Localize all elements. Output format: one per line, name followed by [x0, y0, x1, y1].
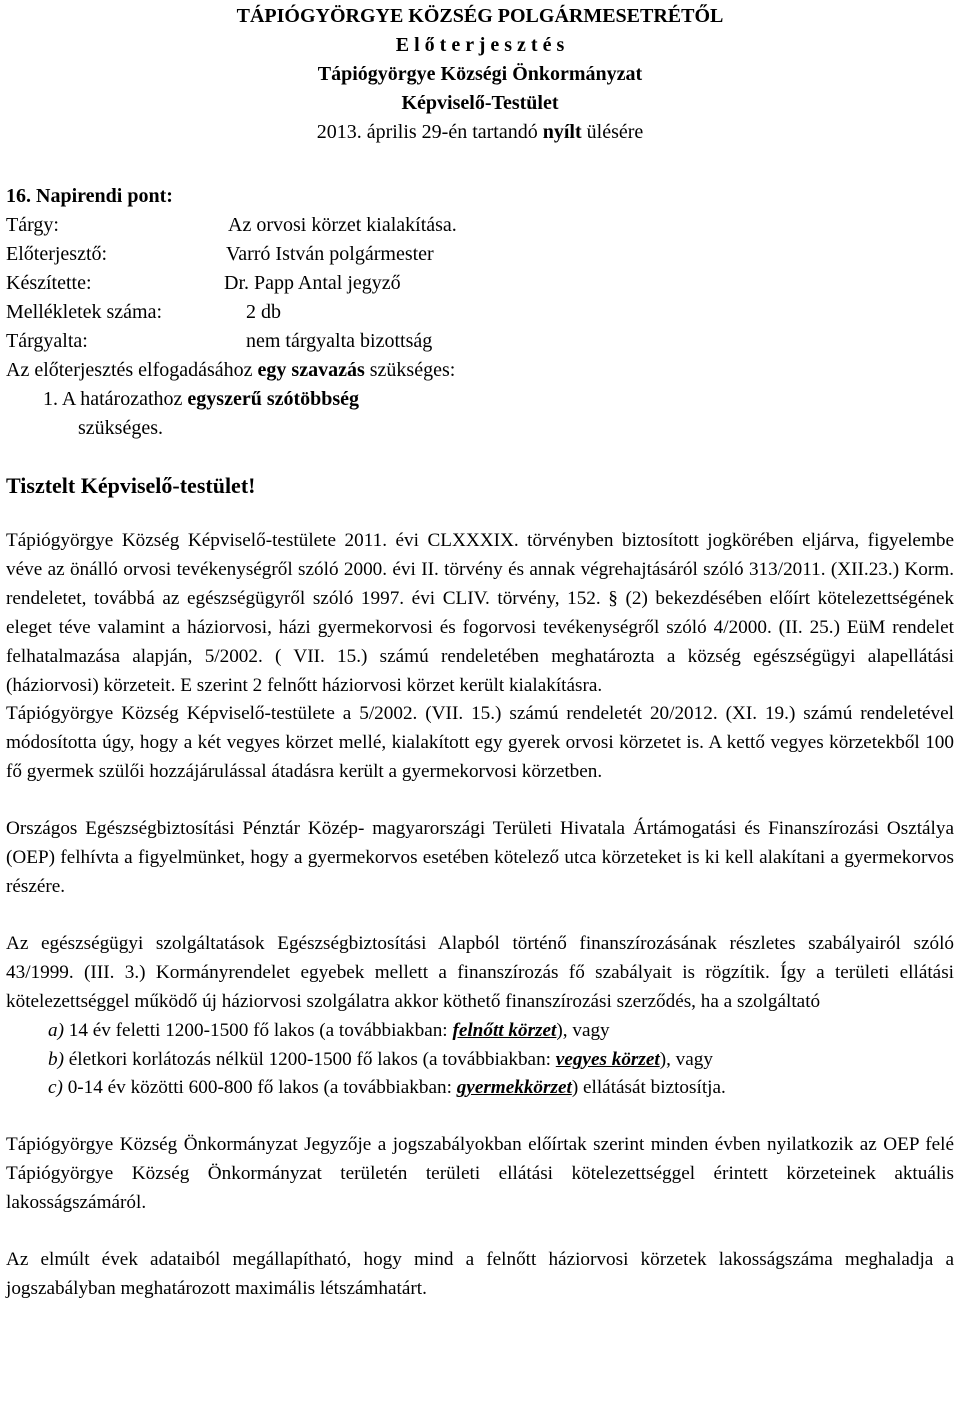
agenda-row-presenter	[6, 240, 954, 269]
majority-item-cont: szükséges.	[78, 417, 163, 439]
header-line-4: Képviselő-Testület	[401, 92, 559, 114]
item-letter: b)	[48, 1048, 64, 1070]
vote-bold: egy szavazás	[257, 359, 365, 381]
paragraph-1: Tápiógyörgye Község Képviselő-testülete 2011. évi CLXXXIX. törvényben biztosított jogkörében eljárva, figyelembe véve az önálló orvosi tevékenységről szóló 2000. évi II. törvény és annak végrehajtásáról szóló 313/2011. (XII.23.) Korm. rendeletet, továbbá az egészségügyről szóló 1997. évi CLIV. törvény, 152. § (2) bekezdésében előírt kötelezettségének eleget téve valamint a háziorvosi, házi gyermekorvosi és fogorvosi tevékenységről szóló 4/2000. (II. 25.) EüM rendelet felhatalmazása alapján, 5/2002. ( VII. 15.) számú rendeletében meghatározta a község egészségügyi alapellátási (háziorvosi) körzeteit. E szerint 2 felnőtt háziorvosi körzet került kialakításra.	[6, 530, 954, 696]
meeting-suffix: ülésére	[581, 121, 644, 143]
item-suffix: ), vagy	[556, 1019, 610, 1041]
header-line-2: E l ő t e r j e s z t é s	[395, 34, 565, 56]
paragraph-4: Tápiógyörgye Község Önkormányzat Jegyzője a jogszabályokban előírtak szerint minden évben nyilatkozik az OEP felé Tápiógyörgye Község Önkormányzat területén területi ellátási kötelezettséggel érintett körzeteinek aktuális lakosságszámáról.	[6, 1134, 954, 1214]
item-suffix: ) ellátását biztosítja.	[571, 1077, 726, 1099]
agenda-label: Előterjesztő:	[6, 243, 108, 265]
agenda-row-prepared-by	[6, 269, 954, 298]
list-item	[48, 1046, 954, 1075]
vote-prefix: Az előterjesztés elfogadásához	[6, 359, 258, 381]
agenda-value: Dr. Papp Antal jegyző	[224, 272, 401, 294]
agenda-label: Mellékletek száma:	[6, 301, 163, 323]
item-term: vegyes körzet	[555, 1048, 660, 1070]
agenda-value: nem tárgyalta bizottság	[246, 330, 433, 352]
vote-suffix: szükséges:	[364, 359, 456, 381]
list-item	[48, 1017, 954, 1046]
agenda-value: 2 db	[246, 301, 281, 323]
header-line-3: Tápiógyörgye Községi Önkormányzat	[317, 63, 643, 85]
paragraph-5: Az elmúlt évek adataiból megállapítható, hogy mind a felnőtt háziorvosi körzetek lakosságszáma meghaladja a jogszabályban meghatározott maximális létszámhatárt.	[6, 1249, 954, 1299]
paragraph-3: Az egészségügyi szolgáltatások Egészségbiztosítási Alapból történő finanszírozásának részletes szabályairól szóló 43/1999. (III. 3.) Kormányrendelet egyebek mellett a finanszírozás fő szabályait is rögzítik. Így a területi ellátási kötelezettséggel működő új háziorvosi szolgálatra akkor köthető finanszírozási szerződés, ha a szolgáltató	[6, 932, 954, 1012]
meeting-date: 2013. április 29-én tartandó	[316, 121, 543, 143]
agenda-title: 16. Napirendi pont:	[6, 185, 173, 207]
document-page	[6, 0, 954, 1304]
header-line-5	[6, 118, 954, 147]
header-line-1: TÁPIÓGYÖRGYE KÖZSÉG POLGÁRMESETRÉTŐL	[236, 5, 724, 27]
district-types-list	[6, 1017, 954, 1104]
agenda-row-discussed	[6, 327, 954, 356]
majority-prefix: 1. A határozathoz	[43, 388, 188, 410]
item-text: 0-14 év közötti 600-800 fő lakos (a továbbiakban:	[62, 1077, 457, 1099]
item-text: életkori korlátozás nélkül 1200-1500 fő lakos (a továbbiakban:	[63, 1048, 556, 1070]
agenda-label: Tárgy:	[6, 214, 59, 236]
item-letter: a)	[48, 1019, 64, 1041]
vote-requirement	[6, 356, 954, 385]
majority-item	[6, 385, 954, 414]
agenda-label: Készítette:	[6, 272, 92, 294]
agenda-row-attachments	[6, 298, 954, 327]
agenda-value: Az orvosi körzet kialakítása.	[228, 214, 457, 236]
salutation: Tisztelt Képviselő-testület!	[6, 473, 256, 498]
paragraph-2: Országos Egészségbiztosítási Pénztár Közép- magyarországi Területi Hivatala Ártámogatási és Finanszírozási Osztálya (OEP) felhívta a figyelmünket, hogy a gyermekorvos esetében kötelező utca körzeteket is ki kell alakítani a gyermekorvos részére.	[6, 818, 954, 897]
agenda-label: Tárgyalta:	[6, 330, 88, 352]
item-suffix: ), vagy	[659, 1048, 713, 1070]
agenda-row-subject	[6, 211, 954, 240]
item-letter: c)	[48, 1077, 63, 1099]
paragraph-1b: Tápiógyörgye Község Képviselő-testülete a 5/2002. (VII. 15.) számú rendeletét 20/2012. (XI. 19.) számú rendeletével módosította úgy, hogy a két vegyes körzet mellé, kialakított egy gyerek orvosi körzetet is. A kettő vegyes körzetekből 100 fő gyermek szülői hozzájárulással átadásra került a gyermekorvosi körzetben.	[6, 703, 954, 783]
item-term: felnőtt körzet	[452, 1019, 557, 1041]
majority-bold: egyszerű szótöbbség	[187, 388, 360, 410]
item-term: gyermekkörzet	[456, 1077, 572, 1099]
item-text: 14 év feletti 1200-1500 fő lakos (a továbbiakban:	[63, 1019, 453, 1041]
list-item	[48, 1074, 954, 1103]
agenda-value: Varró István polgármester	[226, 243, 434, 265]
meeting-type: nyílt	[542, 121, 582, 143]
